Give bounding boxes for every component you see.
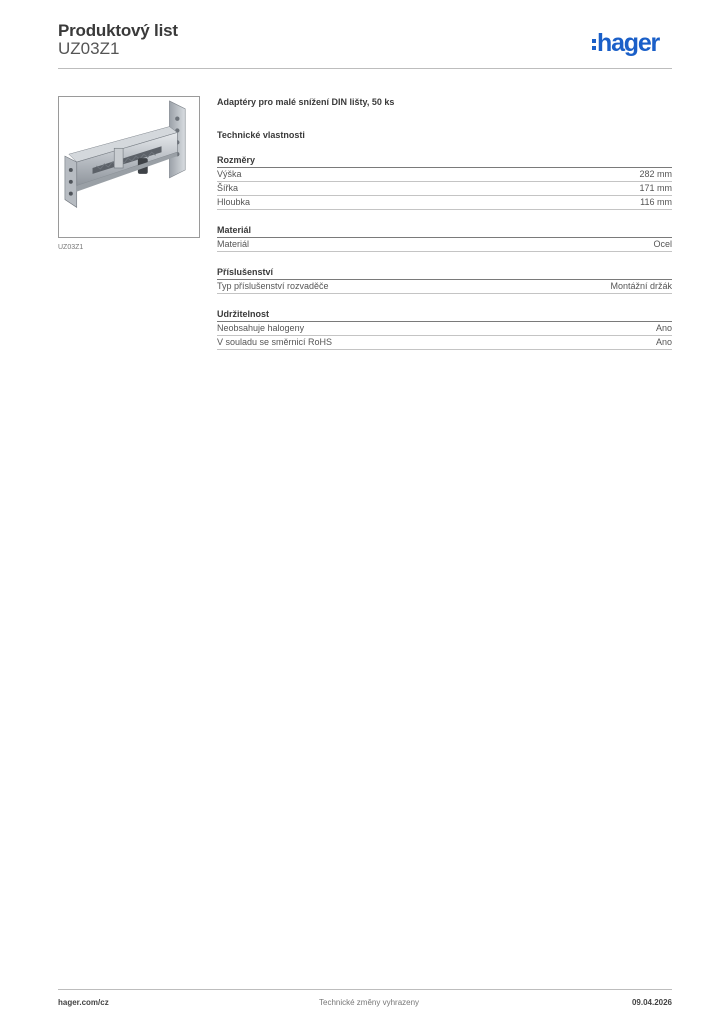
section-title: Rozměry [217, 154, 672, 168]
spec-label: Neobsahuje halogeny [217, 323, 305, 333]
section-accessories [217, 266, 672, 294]
spec-label: Materiál [217, 239, 250, 249]
spec-value: 282 mm [639, 169, 672, 179]
spec-value: Ano [655, 337, 672, 347]
spec-label: Výška [217, 169, 242, 179]
spec-row [217, 182, 672, 196]
spec-row [217, 168, 672, 182]
spec-value: Montážní držák [610, 281, 672, 291]
section-dimensions [217, 154, 672, 210]
product-image [58, 96, 200, 238]
spec-value: Ocel [653, 239, 672, 249]
spec-label: Typ příslušenství rozvaděče [217, 281, 329, 291]
page-title: Produktový list [58, 21, 178, 40]
spec-label: V souladu se směrnicí RoHS [217, 337, 333, 347]
spec-value: 116 mm [640, 197, 672, 207]
footer-notice: Technické změny vyhrazeny [319, 998, 420, 1007]
spec-value: Ano [655, 323, 672, 333]
logo-dots-icon [592, 39, 596, 50]
spec-row [217, 336, 672, 350]
din-rail-adapter-bracket-icon [59, 97, 199, 237]
spec-row [217, 280, 672, 294]
footer-divider [58, 989, 672, 990]
spec-label: Hloubka [217, 197, 251, 207]
section-title: Materiál [217, 224, 672, 238]
section-sustainability [217, 308, 672, 350]
spec-row [217, 322, 672, 336]
spec-value: 171 mm [639, 183, 672, 193]
technical-properties-title: Technické vlastnosti [217, 130, 305, 140]
image-caption: UZ03Z1 [58, 244, 84, 251]
spec-row [217, 196, 672, 210]
section-title: Udržitelnost [217, 308, 672, 322]
product-code: UZ03Z1 [58, 39, 120, 58]
product-content [217, 96, 672, 350]
header-divider [58, 68, 672, 69]
section-material [217, 224, 672, 252]
section-title: Příslušenství [217, 266, 672, 280]
hager-logo [592, 28, 659, 58]
logo-text: hager [597, 28, 660, 57]
spec-row [217, 238, 672, 252]
product-description: Adaptéry pro malé snížení DIN lišty, 50 ks [217, 97, 395, 107]
footer-website: hager.com/cz [58, 998, 109, 1007]
footer-date: 09.04.2026 [631, 998, 672, 1007]
spec-label: Šířka [217, 183, 239, 193]
